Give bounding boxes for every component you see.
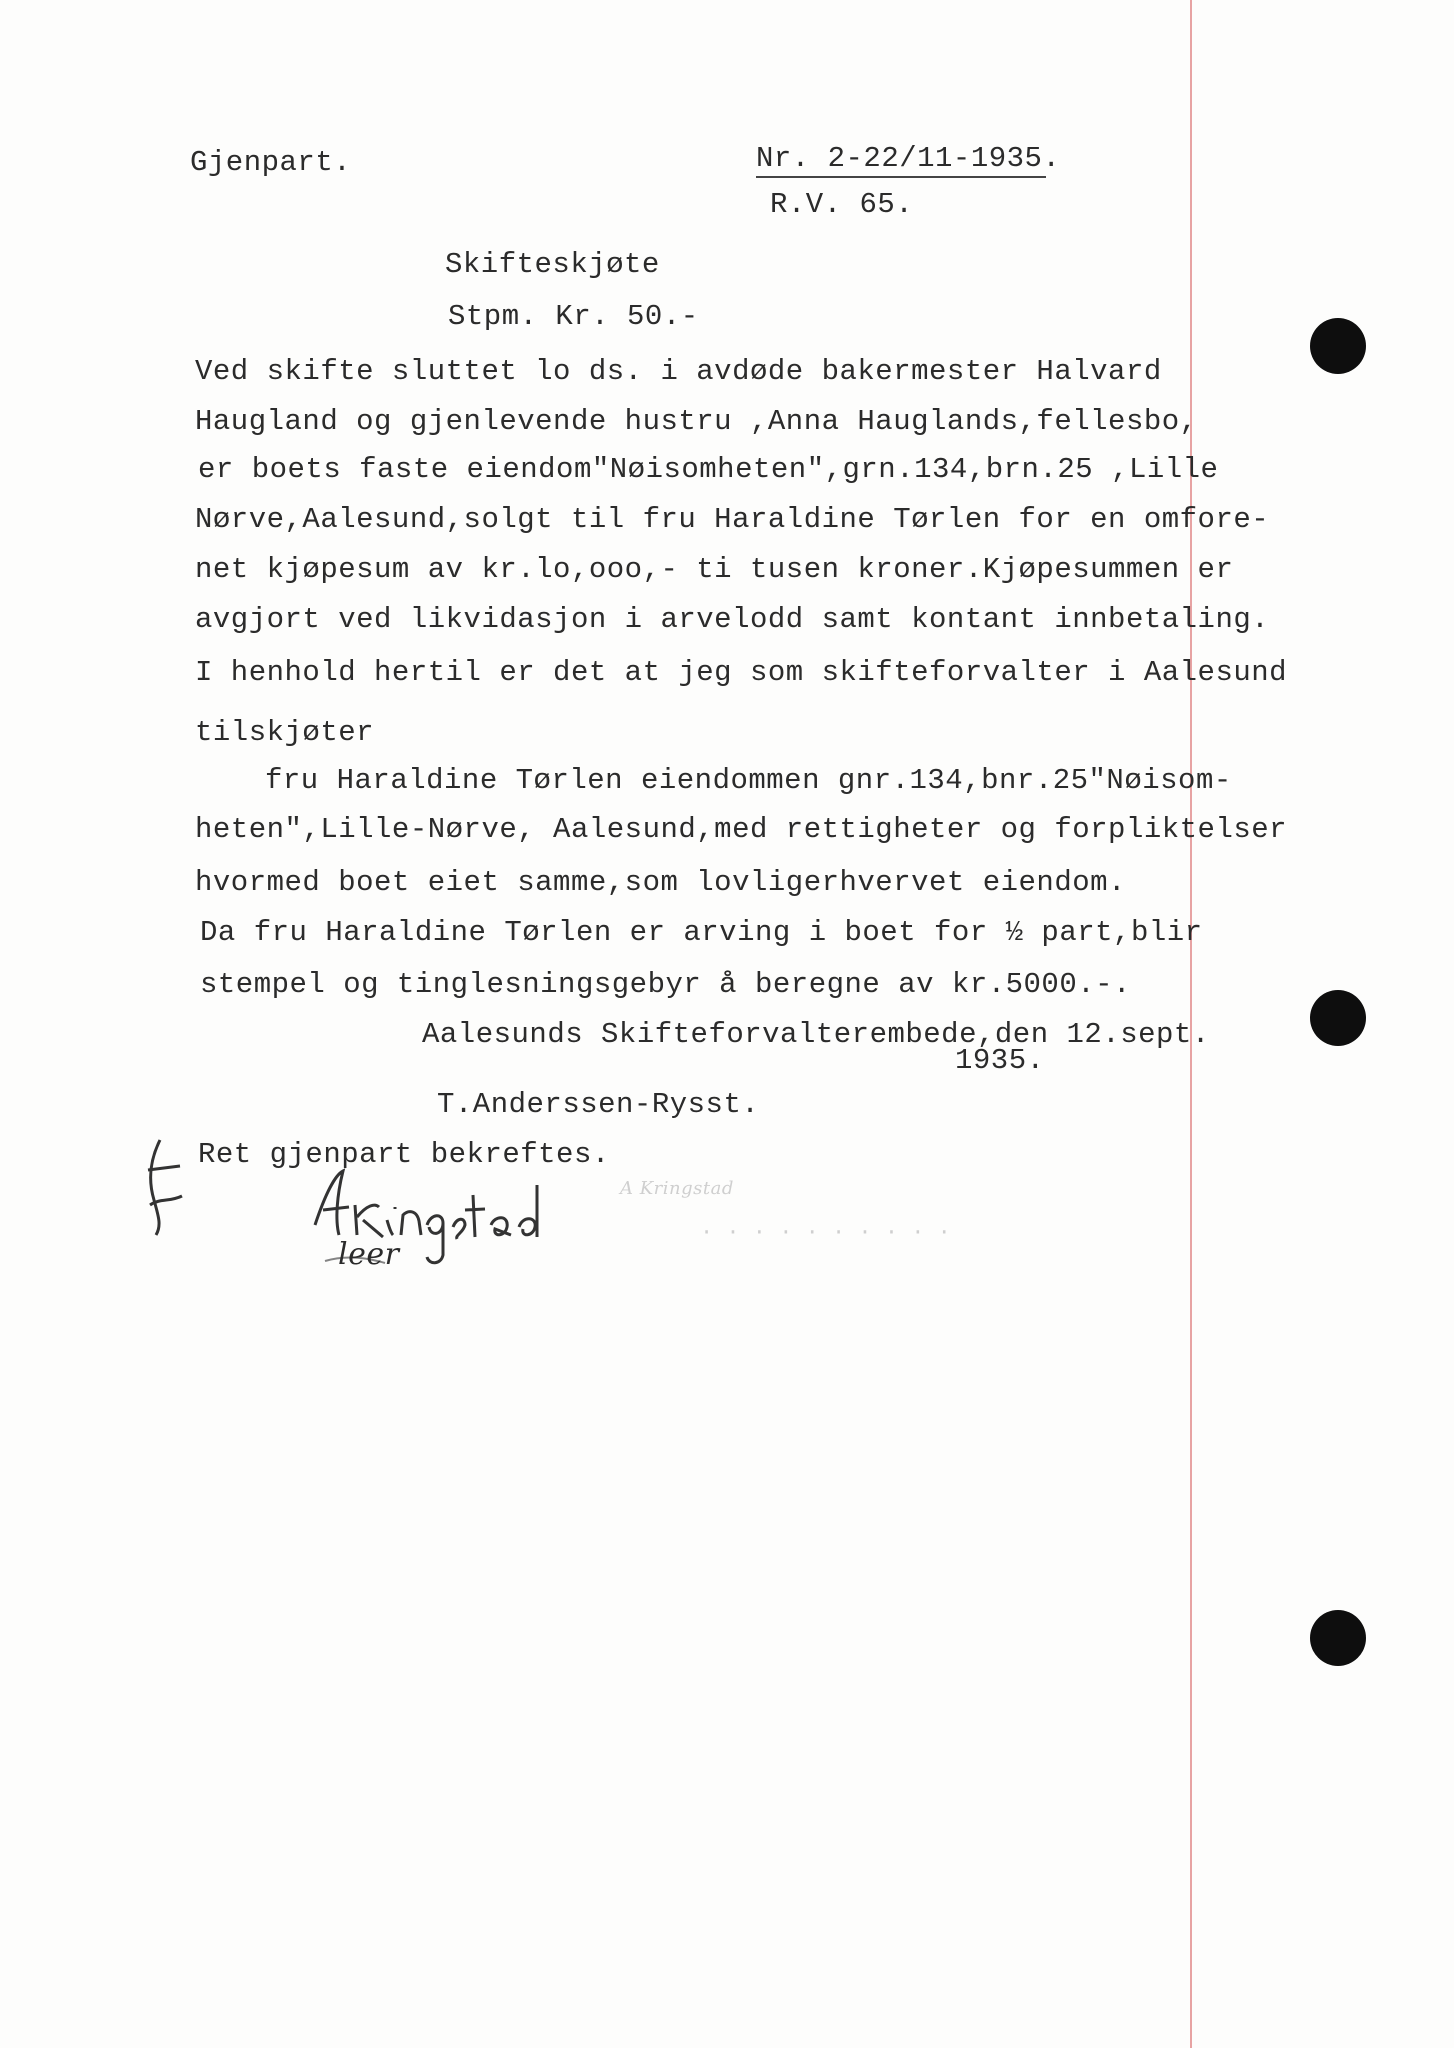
- body-line-9: fru Haraldine Tørlen eiendommen gnr.134,bnr.25"Nøisom-: [265, 764, 1232, 797]
- place-date: Aalesunds Skifteforvalterembede,den 12.sept.: [422, 1018, 1210, 1051]
- document-title: Skifteskjøte: [445, 248, 660, 281]
- body-line-4: Nørve,Aalesund,solgt til fru Haraldine Tørlen for en omfore-: [195, 503, 1270, 536]
- margin-initials-mark: [140, 1130, 190, 1240]
- signature-name: A Kringstad: [620, 1178, 734, 1199]
- body-line-2: Haugland og gjenlevende hustru ,Anna Hauglands,fellesbo,: [195, 405, 1198, 438]
- body-line-7: I henhold hertil er det at jeg som skifteforvalter i Aalesund: [195, 656, 1288, 689]
- body-line-8: tilskjøter: [195, 716, 375, 749]
- signatory: T.Anderssen-Rysst.: [437, 1088, 760, 1121]
- body-line-5: net kjøpesum av kr.lo,ooo,- ti tusen kroner.Kjøpesummen er: [195, 553, 1234, 586]
- document-number: Nr. 2-22/11-1935.: [756, 142, 1061, 175]
- body-line-1: Ved skifte sluttet lo ds. i avdøde bakermester Halvard: [195, 355, 1162, 388]
- signature-title: leer: [338, 1237, 400, 1272]
- document-page: Gjenpart. Nr. 2-22/11-1935. R.V. 65. Skifteskjøte Stpm. Kr. 50.- Ved skifte sluttet lo ds. i avdøde bakermester Halvard Haugland og gjenlevende hustru ,Anna Hauglands,fellesbo, er boets faste eiendom"Nøisomheten",grn.134,brn.25 ,Lille Nørve,Aalesund,solgt til fru Haraldine Tørlen for en omfore- net kjøpesum av kr.lo,ooo,- ti tusen kroner.Kjøpesummen er avgjort ved likvidasjon i arvelodd samt kontant innbetaling. I henhold hertil er det at jeg som skifteforvalter i Aalesund tilskjøter fru Haraldine Tørlen eiendommen gnr.134,bnr.25"Nøisom- heten",Lille-Nørve, Aalesund,med rettigheter og forpliktelser hvormed boet eiet samme,som lovligerhvervet eiendom. Da fru Haraldine Tørlen er arving i boet for ½ part,blir stempel og tinglesningsgebyr å beregne av kr.5000.-. Aalesunds Skifteforvalterembede,den 12.sept. 1935. T.Anderssen-Rysst. Ret gjenpart bekreftes. · · · · · · · · · · leer A Kringstad: [0, 0, 1454, 2048]
- body-line-6: avgjort ved likvidasjon i arvelodd samt kontant innbetaling.: [195, 603, 1270, 636]
- body-line-13: stempel og tinglesningsgebyr å beregne av kr.5000.-.: [200, 968, 1131, 1001]
- body-line-11: hvormed boet eiet samme,som lovligerhvervet eiendom.: [195, 866, 1126, 899]
- punch-hole-top: [1310, 318, 1366, 374]
- copy-label: Gjenpart.: [190, 146, 352, 179]
- body-line-10: heten",Lille-Nørve, Aalesund,med rettigheter og forpliktelser: [195, 813, 1288, 846]
- punch-hole-middle: [1310, 990, 1366, 1046]
- rv-number: R.V. 65.: [770, 188, 914, 221]
- date-year: 1935.: [955, 1044, 1045, 1077]
- body-line-3: er boets faste eiendom"Nøisomheten",grn.134,brn.25 ,Lille: [198, 453, 1219, 486]
- certification: Ret gjenpart bekreftes.: [198, 1138, 610, 1171]
- stamp-fee: Stpm. Kr. 50.-: [448, 300, 699, 333]
- punch-hole-bottom: [1310, 1610, 1366, 1666]
- document-number-underline: [756, 176, 1046, 178]
- body-line-12: Da fru Haraldine Tørlen er arving i boet for ½ part,blir: [200, 916, 1203, 949]
